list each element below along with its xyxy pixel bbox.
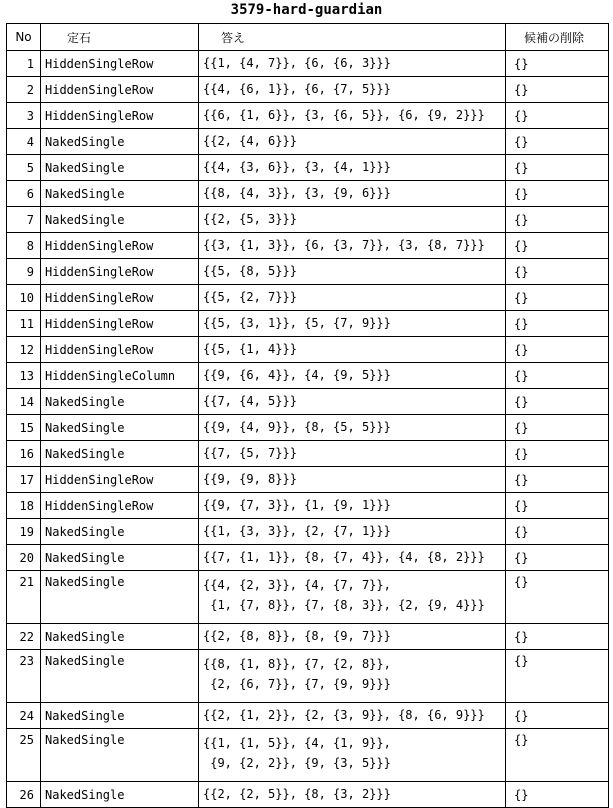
answer-cell: {{5, {3, 1}}, {5, {7, 9}}} — [199, 311, 506, 337]
joseki-name: NakedSingle — [41, 571, 199, 624]
row-number: 9 — [7, 259, 41, 285]
table-row — [7, 703, 609, 729]
row-number: 3 — [7, 103, 41, 129]
table-row — [7, 441, 609, 467]
page-title: 3579-hard-guardian — [230, 2, 383, 18]
table-row — [7, 103, 609, 129]
row-number: 18 — [7, 493, 41, 519]
row-number: 10 — [7, 285, 41, 311]
deletion-cell: {} — [506, 363, 609, 389]
row-number: 14 — [7, 389, 41, 415]
row-number: 25 — [7, 729, 41, 782]
joseki-name: HiddenSingleRow — [41, 233, 199, 259]
answer-cell: {{5, {1, 4}}} — [199, 337, 506, 363]
joseki-name: HiddenSingleRow — [41, 285, 199, 311]
joseki-name: NakedSingle — [41, 389, 199, 415]
row-number: 12 — [7, 337, 41, 363]
deletion-cell: {} — [506, 650, 609, 703]
table-body — [7, 51, 609, 808]
joseki-name: NakedSingle — [41, 782, 199, 808]
joseki-name: HiddenSingleRow — [41, 259, 199, 285]
joseki-name: NakedSingle — [41, 181, 199, 207]
joseki-name: NakedSingle — [41, 155, 199, 181]
deletion-cell: {} — [506, 389, 609, 415]
row-number: 6 — [7, 181, 41, 207]
joseki-name: NakedSingle — [41, 207, 199, 233]
row-number: 26 — [7, 782, 41, 808]
table-row — [7, 233, 609, 259]
answer-cell: {{2, {5, 3}}} — [199, 207, 506, 233]
row-number: 23 — [7, 650, 41, 703]
answer-cell: {{9, {9, 8}}} — [199, 467, 506, 493]
joseki-name: HiddenSingleRow — [41, 467, 199, 493]
deletion-cell: {} — [506, 545, 609, 571]
table-header-row — [7, 24, 609, 51]
table-row — [7, 545, 609, 571]
joseki-name: NakedSingle — [41, 624, 199, 650]
table-row — [7, 493, 609, 519]
table-row — [7, 311, 609, 337]
answer-cell: {{8, {1, 8}}, {7, {2, 8}}, {2, {6, 7}}, {7, {9, 9}}} — [199, 650, 506, 703]
deletion-cell: {} — [506, 467, 609, 493]
answer-cell: {{4, {3, 6}}, {3, {4, 1}}} — [199, 155, 506, 181]
answer-cell: {{8, {4, 3}}, {3, {9, 6}}} — [199, 181, 506, 207]
answer-cell: {{2, {2, 5}}, {8, {3, 2}}} — [199, 782, 506, 808]
deletion-cell: {} — [506, 415, 609, 441]
table-row — [7, 650, 609, 703]
row-number: 5 — [7, 155, 41, 181]
table-row — [7, 729, 609, 782]
joseki-name: HiddenSingleRow — [41, 103, 199, 129]
deletion-cell: {} — [506, 782, 609, 808]
table-row — [7, 571, 609, 624]
row-number: 20 — [7, 545, 41, 571]
answer-cell: {{9, {4, 9}}, {8, {5, 5}}} — [199, 415, 506, 441]
deletion-cell: {} — [506, 77, 609, 103]
row-number: 8 — [7, 233, 41, 259]
deletion-cell: {} — [506, 519, 609, 545]
deletion-cell: {} — [506, 703, 609, 729]
answer-cell: {{2, {4, 6}}} — [199, 129, 506, 155]
answer-cell: {{4, {6, 1}}, {6, {7, 5}}} — [199, 77, 506, 103]
deletion-cell: {} — [506, 624, 609, 650]
row-number: 13 — [7, 363, 41, 389]
joseki-name: NakedSingle — [41, 129, 199, 155]
joseki-name: HiddenSingleColumn — [41, 363, 199, 389]
deletion-cell: {} — [506, 207, 609, 233]
joseki-name: NakedSingle — [41, 703, 199, 729]
deletion-cell: {} — [506, 233, 609, 259]
answer-cell: {{1, {4, 7}}, {6, {6, 3}}} — [199, 51, 506, 77]
row-number: 16 — [7, 441, 41, 467]
joseki-name: HiddenSingleRow — [41, 77, 199, 103]
deletion-cell: {} — [506, 181, 609, 207]
row-number: 21 — [7, 571, 41, 624]
table-row — [7, 415, 609, 441]
answer-cell: {{9, {6, 4}}, {4, {9, 5}}} — [199, 363, 506, 389]
joseki-name: HiddenSingleRow — [41, 311, 199, 337]
table-row — [7, 51, 609, 77]
deletion-cell: {} — [506, 493, 609, 519]
row-number: 17 — [7, 467, 41, 493]
deletion-cell: {} — [506, 103, 609, 129]
row-number: 15 — [7, 415, 41, 441]
deletion-cell: {} — [506, 155, 609, 181]
table-row — [7, 155, 609, 181]
table-row — [7, 77, 609, 103]
answer-cell: {{2, {1, 2}}, {2, {3, 9}}, {8, {6, 9}}} — [199, 703, 506, 729]
table-row — [7, 363, 609, 389]
answer-cell: {{9, {7, 3}}, {1, {9, 1}}} — [199, 493, 506, 519]
deletion-cell: {} — [506, 571, 609, 624]
row-number: 4 — [7, 129, 41, 155]
deletion-cell: {} — [506, 129, 609, 155]
header-answer: 答え — [199, 24, 506, 51]
table-row — [7, 337, 609, 363]
joseki-name: HiddenSingleRow — [41, 493, 199, 519]
row-number: 19 — [7, 519, 41, 545]
table-row — [7, 285, 609, 311]
joseki-name: HiddenSingleRow — [41, 51, 199, 77]
answer-cell: {{1, {3, 3}}, {2, {7, 1}}} — [199, 519, 506, 545]
joseki-name: NakedSingle — [41, 650, 199, 703]
answer-cell: {{7, {4, 5}}} — [199, 389, 506, 415]
joseki-name: NakedSingle — [41, 545, 199, 571]
table-row — [7, 389, 609, 415]
table-row — [7, 519, 609, 545]
table-row — [7, 129, 609, 155]
row-number: 7 — [7, 207, 41, 233]
row-number: 24 — [7, 703, 41, 729]
answer-cell: {{1, {1, 5}}, {4, {1, 9}}, {9, {2, 2}}, {9, {3, 5}}} — [199, 729, 506, 782]
answer-cell: {{7, {1, 1}}, {8, {7, 4}}, {4, {8, 2}}} — [199, 545, 506, 571]
answer-cell: {{5, {2, 7}}} — [199, 285, 506, 311]
table-row — [7, 782, 609, 808]
table-row — [7, 207, 609, 233]
joseki-name: HiddenSingleRow — [41, 337, 199, 363]
answer-cell: {{5, {8, 5}}} — [199, 259, 506, 285]
row-number: 2 — [7, 77, 41, 103]
answer-cell: {{6, {1, 6}}, {3, {6, 5}}, {6, {9, 2}}} — [199, 103, 506, 129]
joseki-name: NakedSingle — [41, 519, 199, 545]
joseki-name: NakedSingle — [41, 441, 199, 467]
answer-cell: {{2, {8, 8}}, {8, {9, 7}}} — [199, 624, 506, 650]
answer-cell: {{3, {1, 3}}, {6, {3, 7}}, {3, {8, 7}}} — [199, 233, 506, 259]
deletion-cell: {} — [506, 285, 609, 311]
header-deletion: 候補の削除 — [506, 24, 609, 51]
header-no: No — [7, 24, 41, 51]
joseki-name: NakedSingle — [41, 415, 199, 441]
deletion-cell: {} — [506, 441, 609, 467]
table-row — [7, 624, 609, 650]
table-row — [7, 259, 609, 285]
deletion-cell: {} — [506, 311, 609, 337]
deletion-cell: {} — [506, 337, 609, 363]
table-row — [7, 181, 609, 207]
row-number: 22 — [7, 624, 41, 650]
deletion-cell: {} — [506, 259, 609, 285]
answer-cell: {{7, {5, 7}}} — [199, 441, 506, 467]
joseki-name: NakedSingle — [41, 729, 199, 782]
row-number: 11 — [7, 311, 41, 337]
row-number: 1 — [7, 51, 41, 77]
header-joseki: 定石 — [41, 24, 199, 51]
answer-cell: {{4, {2, 3}}, {4, {7, 7}}, {1, {7, 8}}, {7, {8, 3}}, {2, {9, 4}}} — [199, 571, 506, 624]
table-row — [7, 467, 609, 493]
deletion-cell: {} — [506, 729, 609, 782]
deletion-cell: {} — [506, 51, 609, 77]
solution-table — [6, 23, 609, 808]
